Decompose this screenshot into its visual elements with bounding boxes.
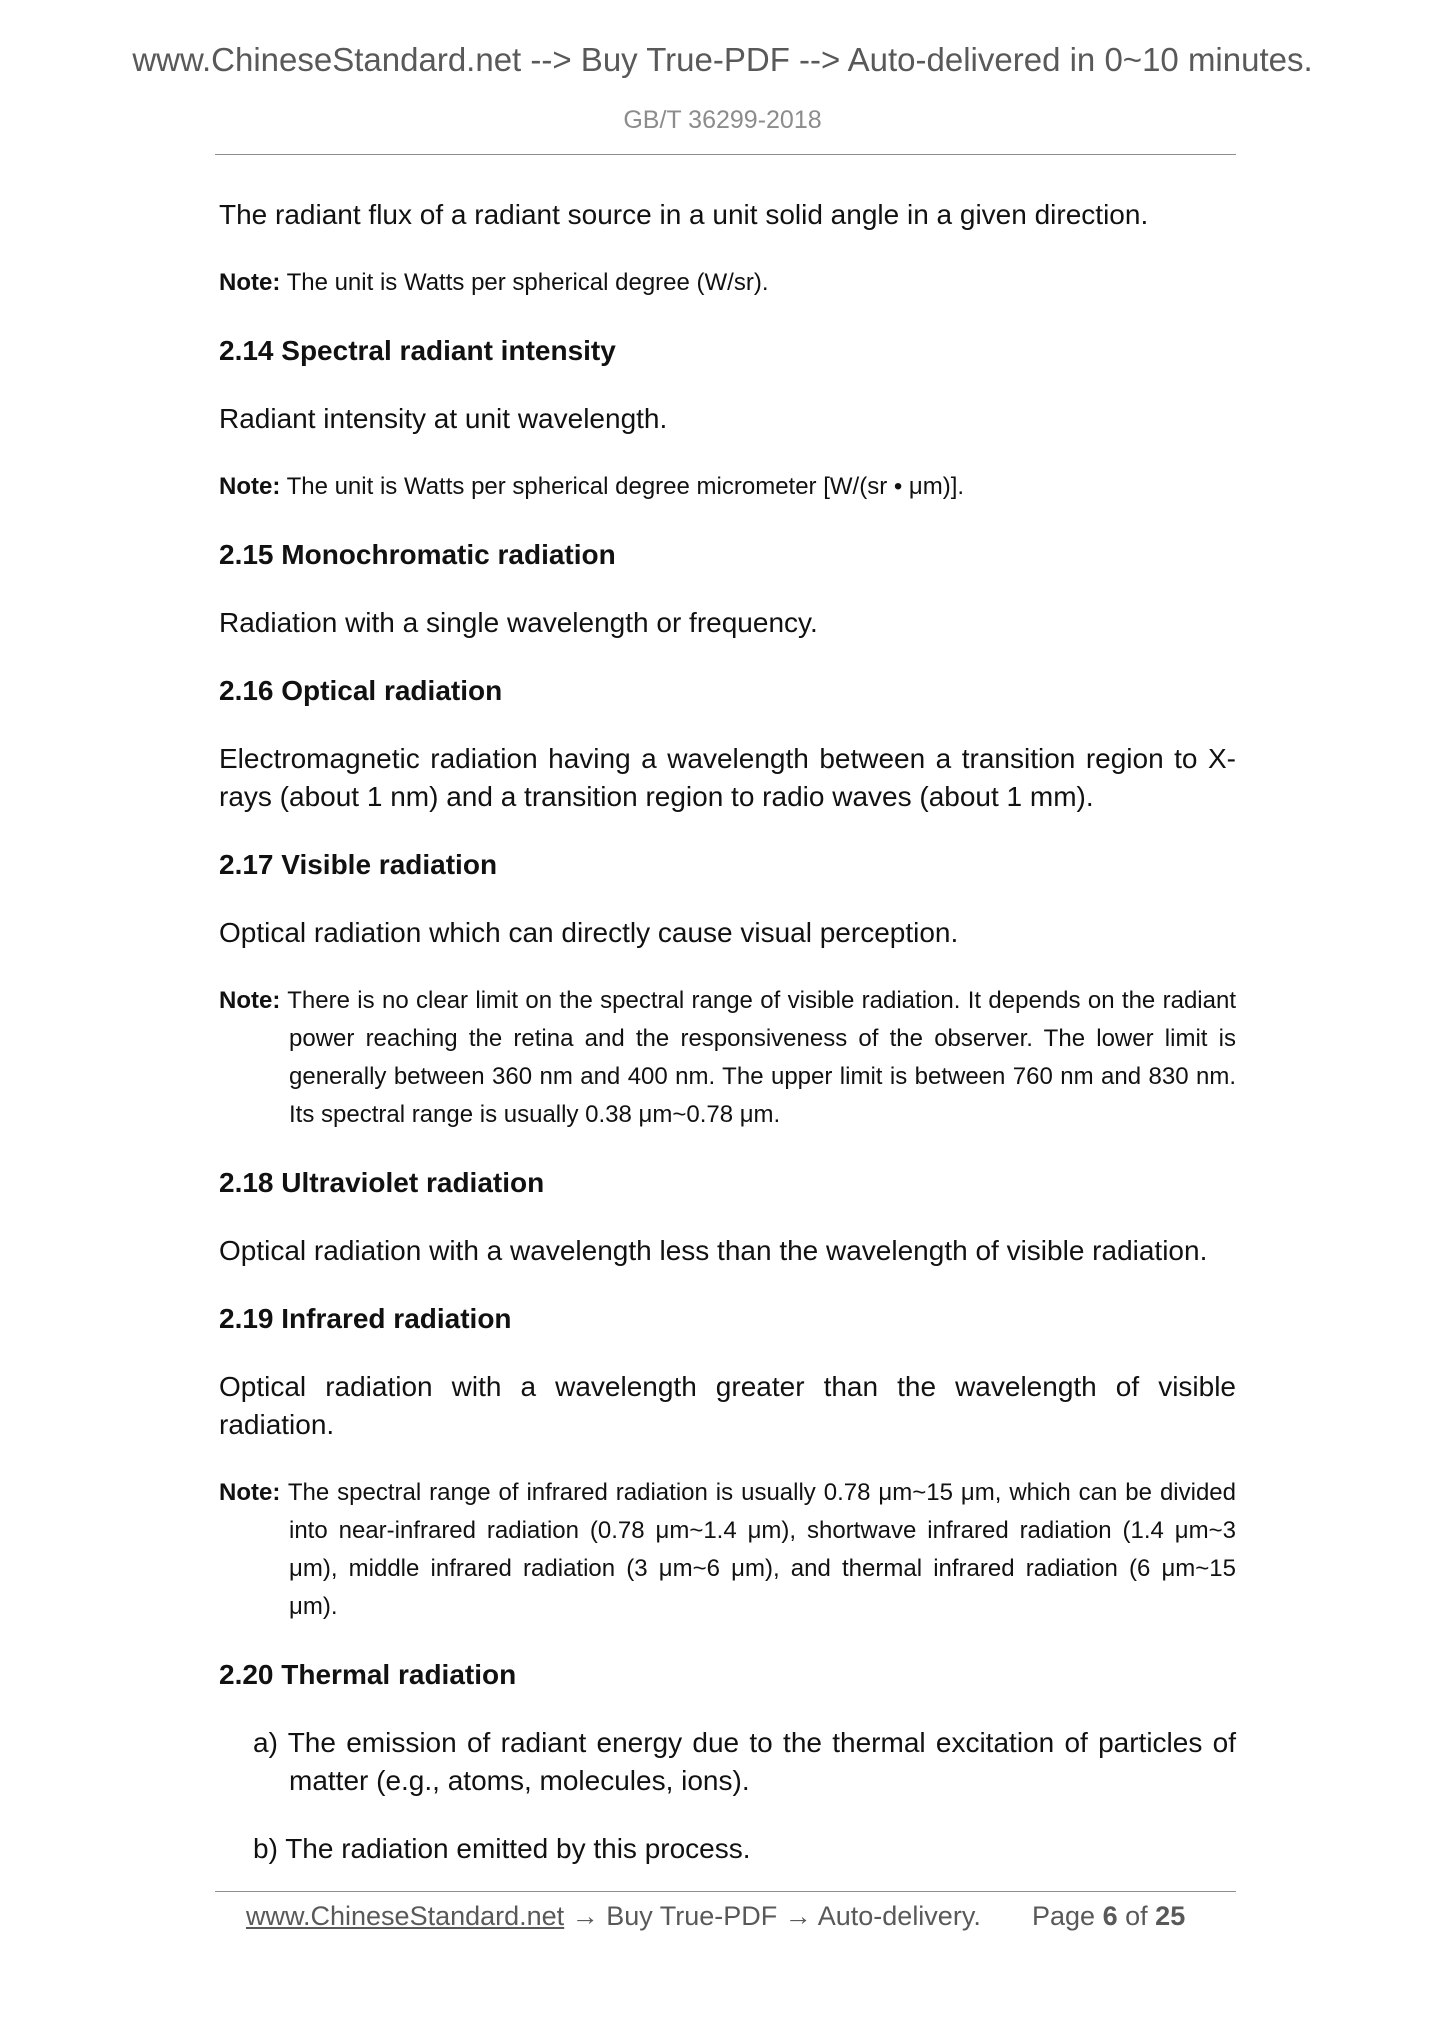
note-text: The spectral range of infrared radiation is usually 0.78 μm~15 μm, which can be divided into near-infrared radiation (0.78 μm~1.4 μm), shortwave infrared radiation (1.4 μm~3 μm), middle infrared radiation (3 μm~6 μm), and thermal infrared radiation (6 μm~15 μm).	[287, 1479, 1237, 1620]
definition-2-19: Optical radiation with a wavelength greater than the wavelength of visible radiation.	[219, 1371, 1236, 1440]
note-2-19	[219, 1474, 1236, 1626]
heading-2-16: 2.16 Optical radiation	[219, 675, 503, 706]
list-item	[219, 1830, 1236, 1868]
heading-2-18: 2.18 Ultraviolet radiation	[219, 1167, 545, 1198]
page-label: Page	[1032, 1901, 1096, 1931]
document-body	[219, 196, 1236, 1898]
note-label: Note:	[219, 269, 281, 296]
heading-2-19: 2.19 Infrared radiation	[219, 1303, 512, 1334]
definition-2-17: Optical radiation which can directly cause visual perception.	[219, 917, 959, 948]
definition-2-16: Electromagnetic radiation having a wavelength between a transition region to X-rays (about 1 nm) and a transition region to radio waves (about 1 mm).	[219, 743, 1236, 812]
list-marker: a)	[253, 1727, 278, 1758]
note-label: Note:	[219, 987, 281, 1014]
list-marker: b)	[253, 1833, 278, 1864]
header-divider	[215, 154, 1236, 155]
page-number: 6	[1102, 1901, 1118, 1931]
note-text: There is no clear limit on the spectral range of visible radiation. It depends on the radiant power reaching the retina and the responsiveness of the observer. The lower limit is generally between 360 nm and 400 nm. The upper limit is between 760 nm and 830 nm. Its spectral range is usually 0.38 μm~0.78 μm.	[287, 987, 1236, 1128]
footer	[246, 1896, 1236, 1936]
heading-2-20: 2.20 Thermal radiation	[219, 1659, 517, 1690]
list-text: The radiation emitted by this process.	[285, 1833, 751, 1864]
list-text: The emission of radiant energy due to the thermal excitation of particles of matter (e.g., atoms, molecules, ions).	[287, 1727, 1236, 1796]
definition-2-18: Optical radiation with a wavelength less than the wavelength of visible radiation.	[219, 1235, 1208, 1266]
footer-divider	[215, 1891, 1236, 1892]
note-label: Note:	[219, 473, 281, 500]
heading-2-14: 2.14 Spectral radiant intensity	[219, 335, 616, 366]
definition-2-15: Radiation with a single wavelength or frequency.	[219, 607, 818, 638]
note-label: Note:	[219, 1479, 281, 1506]
standard-number: GB/T 36299-2018	[623, 106, 822, 134]
note-2-17	[219, 982, 1236, 1134]
note-2-13	[219, 264, 1236, 302]
note-text: The unit is Watts per spherical degree (W/sr).	[286, 269, 769, 296]
definition-2-13: The radiant flux of a radiant source in a unit solid angle in a given direction.	[219, 199, 1149, 230]
footer-website-link[interactable]: www.ChineseStandard.net	[246, 1901, 565, 1931]
definition-2-14: Radiant intensity at unit wavelength.	[219, 403, 668, 434]
note-text: The unit is Watts per spherical degree micrometer [W/(sr • μm)].	[286, 473, 965, 500]
heading-2-17: 2.17 Visible radiation	[219, 849, 498, 880]
top-banner: www.ChineseStandard.net --> Buy True-PDF --> Auto-delivered in 0~10 minutes.	[132, 41, 1313, 78]
page-of-label: of	[1125, 1901, 1148, 1931]
page-indicator	[1032, 1896, 1185, 1936]
heading-2-15: 2.15 Monochromatic radiation	[219, 539, 616, 570]
footer-tagline: → Buy True-PDF → Auto-delivery.	[564, 1901, 981, 1931]
note-2-14	[219, 468, 1236, 506]
page-total: 25	[1155, 1901, 1186, 1931]
list-item	[219, 1724, 1236, 1800]
